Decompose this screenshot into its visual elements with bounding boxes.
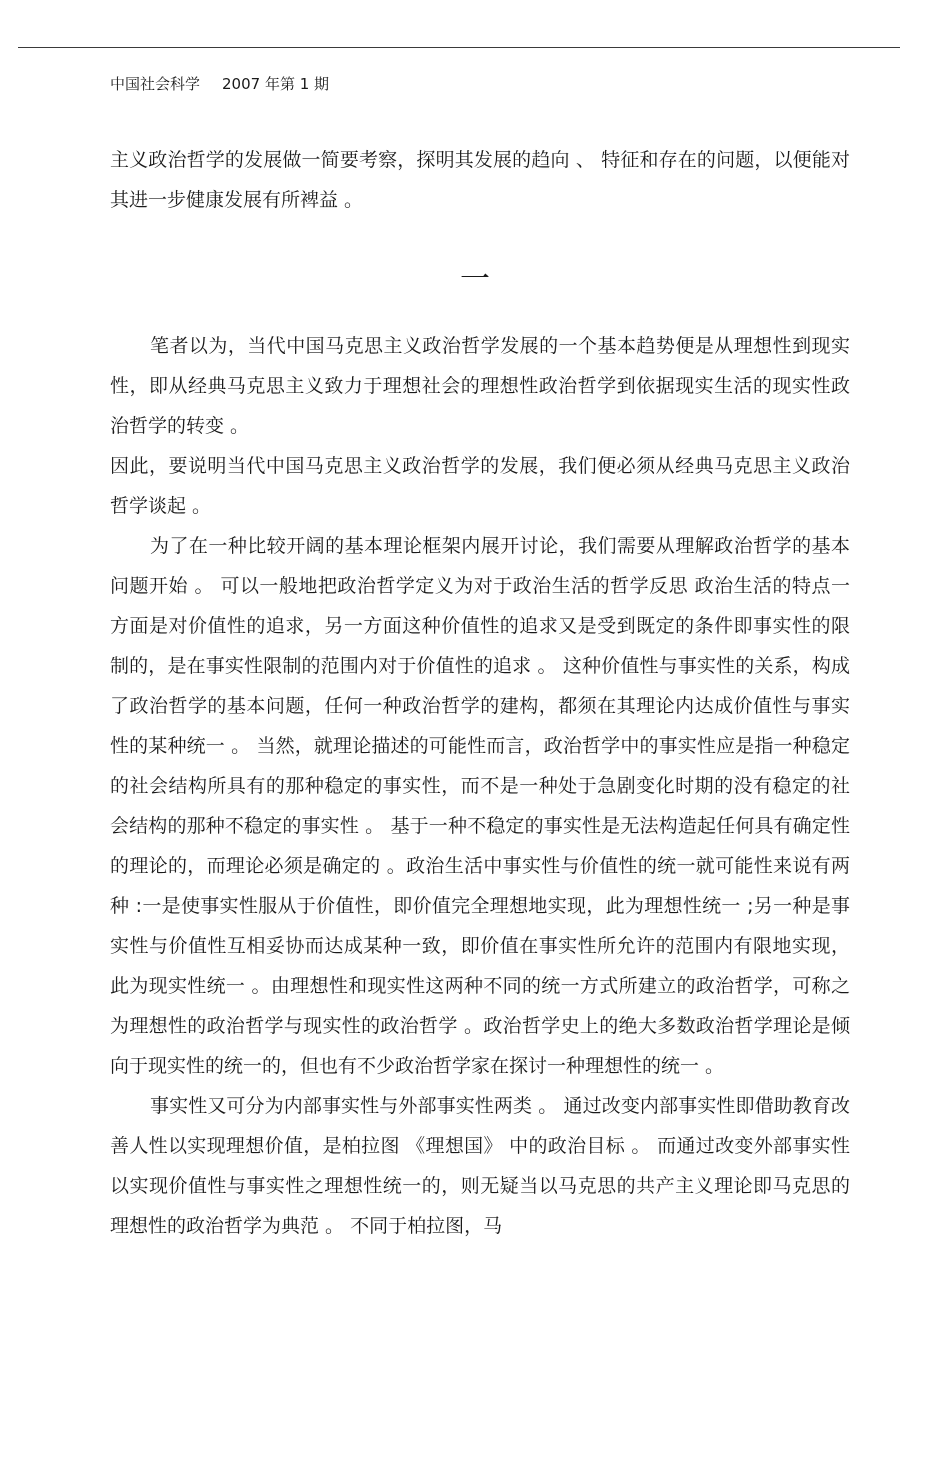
section-heading: 一 [460,262,490,297]
paragraph: 因此，要说明当代中国马克思主义政治哲学的发展，我们便必须从经典马克思主义政治哲学谈起 。 [110,455,850,517]
intro-paragraph: 主义政治哲学的发展做一简要考察，探明其发展的趋向 、 特征和存在的问题，以便能对其进一步健康发展有所裨益 。 [110,149,850,211]
paragraph: 为了在一种比较开阔的基本理论框架内展开讨论，我们需要从理解政治哲学的基本问题开始 。 可以一般地把政治哲学定义为对于政治生活的哲学反思 政治生活的特点一方面是对价值性的追求，另一方面这种价值性的追求又是受到既定的条件即事实性的限制的，是在事实性限制的范围内对于价值性的追求 。 这种价值性与事实性的关系，构成了政治哲学的基本问题，任何一种政治哲学的建构，都须在其理论内达成价值性与事实性的某种统一 。 当然，就理论描述的可能性而言，政治哲学中的事实性应是指一种稳定的社会结构所具有的那种稳定的事实性，而不是一种处于急剧变化时期的没有稳定的社会结构的那种不稳定的事实性 。 基于一种不稳定的事实性是无法构造起任何具有确定性的理论的，而理论必须是确定的 。政治生活中事实性与价值性的统一就可能性来说有两种 :一是使事实性服从于价值性，即价值完全理想地实现，此为理想性统一 ;另一种是事实性与价值性互相妥协而达成某种一致，即价值在事实性所允许的范围内有限地实现，此为现实性统一 。由理想性和现实性这两种不同的统一方式所建立的政治哲学，可称之为理想性的政治哲学与现实性的政治哲学 。政治哲学史上的绝大多数政治哲学理论是倾向于现实性的统一的，但也有不少政治哲学家在探讨一种理想性的统一 。 [110,535,850,1077]
paragraph: 笔者以为，当代中国马克思主义政治哲学发展的一个基本趋势便是从理想性到现实性，即从经典马克思主义致力于理想社会的理想性政治哲学到依据现实生活的现实性政治哲学的转变 。 [110,335,850,437]
body-text [110,326,850,1246]
header-rule [18,47,900,48]
paragraph: 事实性又可分为内部事实性与外部事实性两类 。 通过改变内部事实性即借助教育改善人性以实现理想价值，是柏拉图 《理想国》 中的政治目标 。 而通过改变外部事实性以实现价值性与事实性之理想性统一的，则无疑当以马克思的共产主义理论即马克思的理想性的政治哲学为典范 。 不同于柏拉图，马 [110,1095,850,1237]
issue-number: 2007 年第 1 期 [222,75,330,93]
journal-name: 中国社会科学 [110,75,201,93]
running-header [110,74,329,94]
intro-text [110,140,850,220]
